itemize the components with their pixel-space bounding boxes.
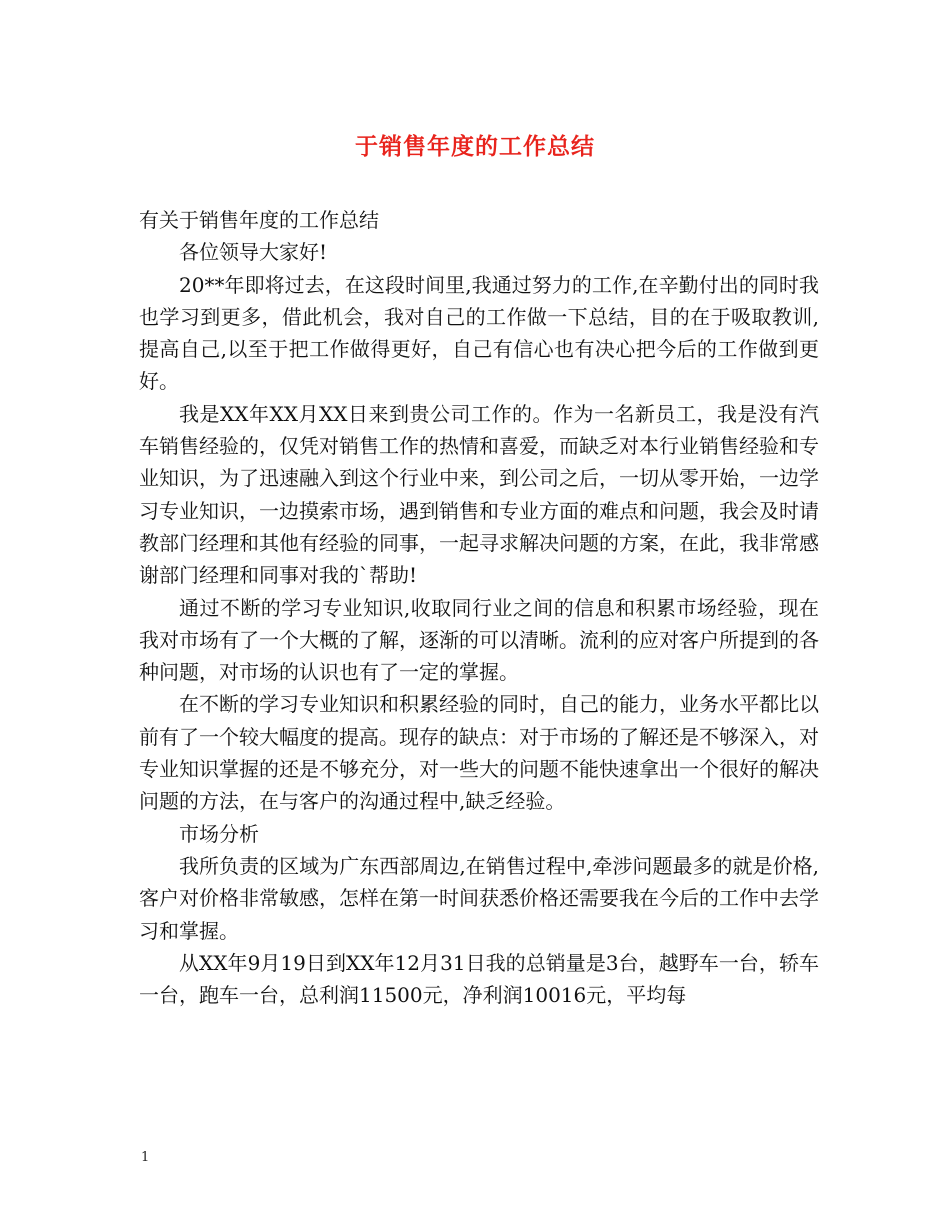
document-title: 于销售年度的工作总结	[355, 134, 595, 160]
paragraph-heading: 有关于销售年度的工作总结	[139, 208, 379, 232]
paragraph-greeting: 各位领导大家好!	[179, 240, 328, 265]
paragraph-improvement: 在不断的学习专业知识和积累经验的同时，自己的能力，业务水平都比以前有了一个较大幅度的提高。现存的缺点：对于市场的了解还是不够深入，对专业知识掌握的还是不够充分，对一些大的问题不能快速拿出一个很好的解决问题的方法，在与客户的沟通过程中,缺乏经验。	[139, 692, 819, 814]
paragraph-intro: 20**年即将过去，在这段时间里,我通过努力的工作,在辛勤付出的同时我也学习到更多，借此机会，我对自己的工作做一下总结，目的在于吸取教训,提高自己,以至于把工作做得更好，自己有信心也有决心把今后的工作做到更好。	[139, 272, 819, 394]
paragraph-learning: 通过不断的学习专业知识,收取同行业之间的信息和积累市场经验，现在我对市场有了一个大概的了解，逐渐的可以清晰。流利的应对客户所提到的各种问题，对市场的认识也有了一定的掌握。	[139, 595, 819, 685]
document-body	[139, 204, 819, 1011]
section-heading-market-analysis: 市场分析	[179, 821, 259, 846]
paragraph-background: 我是XX年XX月XX日来到贵公司工作的。作为一名新员工，我是没有汽车销售经验的，仅凭对销售工作的热情和喜爱，而缺乏对本行业销售经验和专业知识，为了迅速融入到这个行业中来，到公司之后，一切从零开始，一边学习专业知识，一边摸索市场，遇到销售和专业方面的难点和问题，我会及时请教部门经理和其他有经验的同事，一起寻求解决问题的方案，在此，我非常感谢部门经理和同事对我的`帮助!	[139, 401, 819, 588]
paragraph-market: 我所负责的区域为广东西部周边,在销售过程中,牵涉问题最多的就是价格,客户对价格非常敏感，怎样在第一时间获悉价格还需要我在今后的工作中去学习和掌握。	[139, 853, 819, 943]
page-number: 1	[141, 1150, 150, 1165]
paragraph-sales-figures: 从XX年9月19日到XX年12月31日我的总销量是3台，越野车一台，轿车一台，跑车一台，总利润11500元，净利润10016元，平均每	[139, 950, 819, 1008]
